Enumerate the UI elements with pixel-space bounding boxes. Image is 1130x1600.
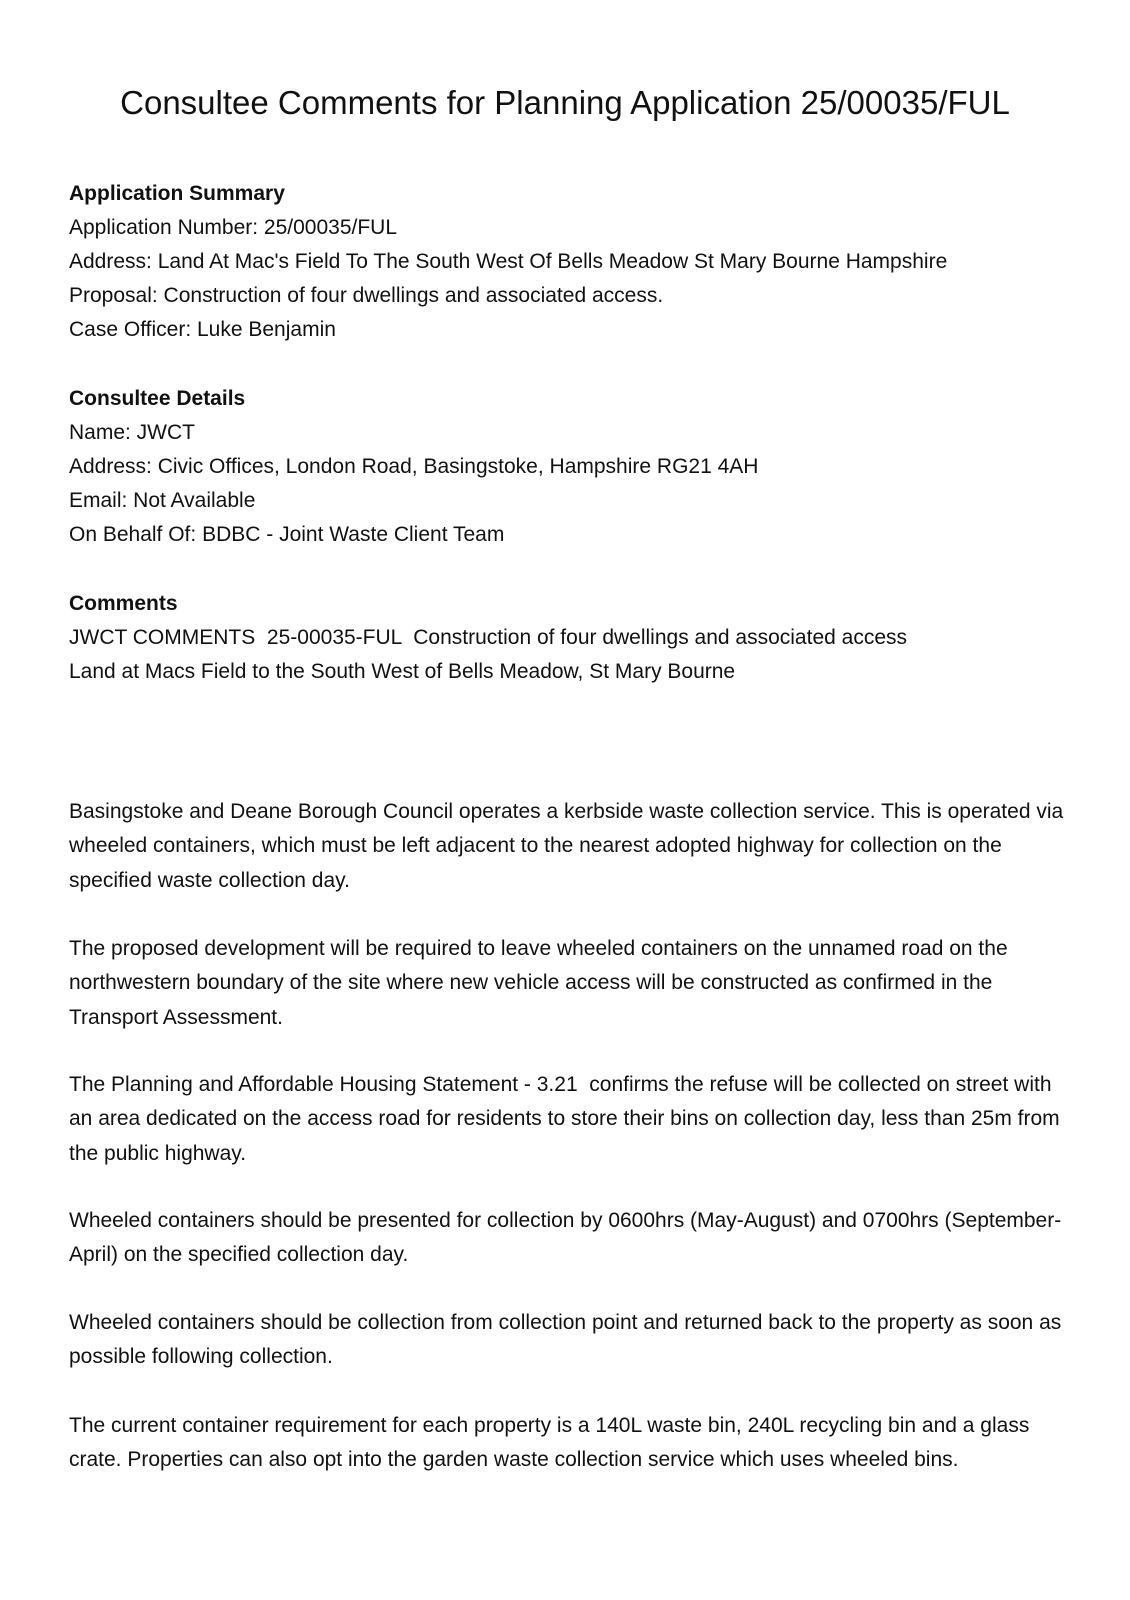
comments-intro-line-1: JWCT COMMENTS 25-00035-FUL Construction of four dwellings and associated access: [69, 626, 908, 649]
page-title: Consultee Comments for Planning Application 25/00035/FUL: [120, 84, 1010, 121]
application-proposal: Proposal: Construction of four dwellings and associated access.: [69, 284, 664, 307]
comment-paragraph: Wheeled containers should be presented for collection by 0600hrs (May-August) and 0700hrs (September- April) on the specified collection day.: [69, 1209, 1062, 1267]
comments-heading: Comments: [69, 592, 178, 615]
consultee-details-section: [69, 382, 1069, 552]
comments-intro-line-2: Land at Macs Field to the South West of Bells Meadow, St Mary Bourne: [69, 660, 736, 683]
application-summary-section: [69, 177, 1069, 347]
application-number: Application Number: 25/00035/FUL: [69, 216, 398, 239]
case-officer: Case Officer: Luke Benjamin: [69, 318, 336, 341]
consultee-email: Email: Not Available: [69, 489, 256, 512]
consultee-on-behalf-of: On Behalf Of: BDBC - Joint Waste Client Team: [69, 523, 505, 546]
consultee-name: Name: JWCT: [69, 421, 195, 444]
consultee-address: Address: Civic Offices, London Road, Basingstoke, Hampshire RG21 4AH: [69, 455, 759, 478]
comment-paragraph: Wheeled containers should be collection from collection point and returned back to the property as soon as possible following collection.: [69, 1311, 1062, 1369]
comment-paragraph: Basingstoke and Deane Borough Council operates a kerbside waste collection service. This is operated via wheeled containers, which must be left adjacent to the nearest adopted highway for collection on the specified waste collection day.: [69, 800, 1064, 892]
consultee-details-heading: Consultee Details: [69, 387, 246, 410]
comments-section: [69, 587, 1069, 689]
comment-paragraph: The proposed development will be required to leave wheeled containers on the unnamed road on the northwestern boundary of the site where new vehicle access will be constructed as confirmed in the Transport Assessment.: [69, 937, 1014, 1029]
application-summary-heading: Application Summary: [69, 182, 285, 205]
comment-paragraph: The Planning and Affordable Housing Statement - 3.21 confirms the refuse will be collected on street with an area dedicated on the access road for residents to store their bins on collection day, less than 25m from the public highway.: [69, 1073, 1066, 1165]
comment-paragraph: The current container requirement for each property is a 140L waste bin, 240L recycling bin and a glass crate. Properties can also opt into the garden waste collection service which uses wheeled bins.: [69, 1414, 1030, 1472]
application-address: Address: Land At Mac's Field To The South West Of Bells Meadow St Mary Bourne Hampshire: [69, 250, 948, 273]
